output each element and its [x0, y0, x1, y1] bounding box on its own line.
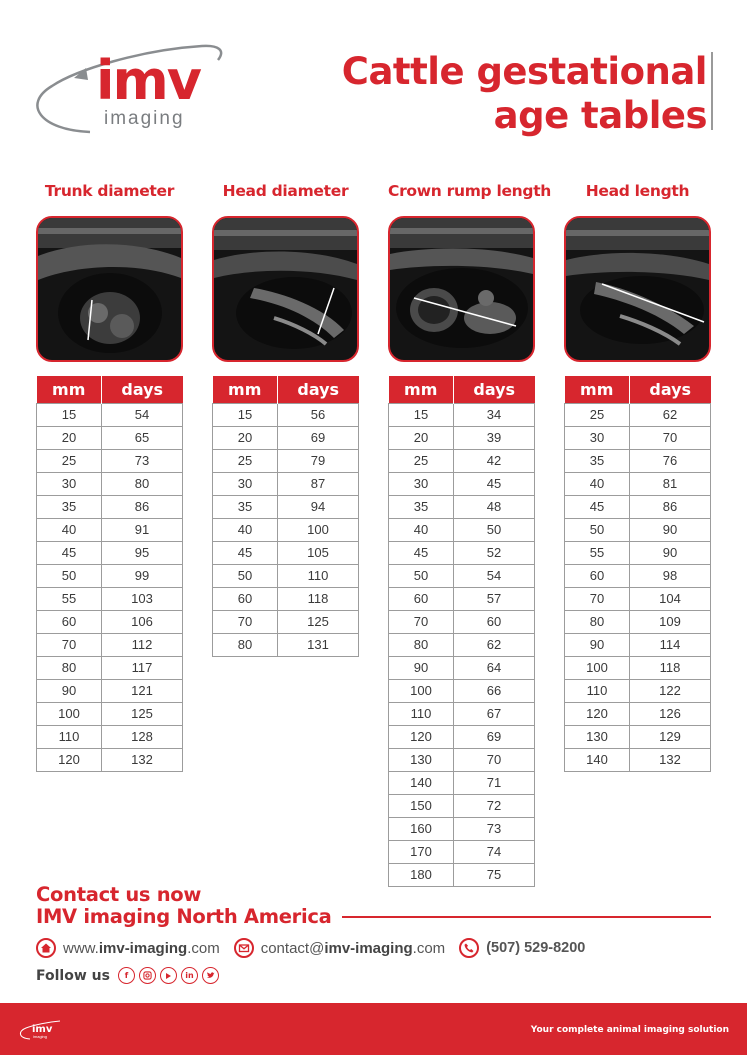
cell-mm: 120	[37, 748, 102, 771]
email-domain: imv-imaging	[324, 939, 413, 957]
table-row	[389, 863, 535, 886]
cell-mm: 100	[37, 702, 102, 725]
table-row	[389, 633, 535, 656]
email-icon	[234, 938, 254, 958]
table-row	[37, 449, 183, 472]
column-title: Head diameter	[222, 182, 349, 200]
cell-days: 71	[453, 771, 534, 794]
cell-mm: 110	[565, 679, 630, 702]
table-row	[389, 449, 535, 472]
ultrasound-scan-icon	[38, 218, 181, 360]
cell-days: 132	[629, 748, 710, 771]
cell-days: 122	[629, 679, 710, 702]
cell-mm: 80	[37, 656, 102, 679]
cell-days: 62	[629, 403, 710, 426]
column-title: Trunk diameter	[44, 182, 175, 200]
cell-days: 70	[453, 748, 534, 771]
cell-days: 66	[453, 679, 534, 702]
head-diameter-column	[212, 182, 359, 657]
cell-days: 86	[101, 495, 182, 518]
table-row	[389, 840, 535, 863]
table-row	[37, 679, 183, 702]
cell-mm: 90	[389, 656, 454, 679]
home-icon	[36, 938, 56, 958]
crown-rump-length-table	[388, 376, 535, 887]
youtube-icon[interactable]	[160, 967, 177, 984]
table-row	[389, 518, 535, 541]
table-row	[37, 587, 183, 610]
page-title	[342, 50, 707, 138]
ultrasound-scan-icon	[566, 218, 709, 360]
cell-days: 129	[629, 725, 710, 748]
cell-days: 60	[453, 610, 534, 633]
header-days: days	[453, 376, 534, 403]
table-row	[213, 610, 359, 633]
logo-subtext: imaging	[104, 108, 185, 129]
cell-mm: 45	[37, 541, 102, 564]
cell-days: 42	[453, 449, 534, 472]
table-row	[37, 495, 183, 518]
table-row	[213, 633, 359, 656]
table-row	[565, 725, 711, 748]
cell-mm: 25	[213, 449, 278, 472]
cell-mm: 20	[37, 426, 102, 449]
table-row	[565, 449, 711, 472]
cell-days: 64	[453, 656, 534, 679]
cell-mm: 35	[37, 495, 102, 518]
cell-mm: 130	[389, 748, 454, 771]
email-suffix: .com	[412, 939, 446, 957]
cell-mm: 45	[389, 541, 454, 564]
title-line-1: Cattle gestational	[341, 50, 707, 93]
follow-us-row	[36, 967, 223, 984]
table-row	[389, 817, 535, 840]
cell-mm: 60	[37, 610, 102, 633]
ultrasound-image-head-diameter	[212, 216, 359, 362]
cell-mm: 55	[37, 587, 102, 610]
cell-mm: 15	[389, 403, 454, 426]
cell-mm: 20	[213, 426, 278, 449]
head-diameter-table	[212, 376, 359, 657]
cell-mm: 80	[565, 610, 630, 633]
table-row	[37, 633, 183, 656]
cell-mm: 45	[213, 541, 278, 564]
table-row	[565, 679, 711, 702]
cell-mm: 70	[389, 610, 454, 633]
follow-us-label: Follow us	[36, 967, 110, 984]
table-row	[389, 495, 535, 518]
cell-mm: 40	[389, 518, 454, 541]
table-row	[389, 403, 535, 426]
svg-text:imv: imv	[32, 1024, 53, 1035]
table-row	[565, 518, 711, 541]
table-row	[565, 564, 711, 587]
cell-mm: 40	[565, 472, 630, 495]
header-days: days	[629, 376, 710, 403]
cell-days: 98	[629, 564, 710, 587]
table-row	[565, 495, 711, 518]
cell-days: 94	[277, 495, 358, 518]
trunk-diameter-column	[36, 182, 183, 772]
cell-days: 106	[101, 610, 182, 633]
contact-divider	[342, 916, 711, 918]
table-row	[565, 541, 711, 564]
cell-days: 39	[453, 426, 534, 449]
contact-heading-line-2: IMV imaging North America	[36, 905, 332, 928]
twitter-icon[interactable]	[202, 967, 219, 984]
footer-logo-icon	[18, 1019, 64, 1041]
header-mm: mm	[565, 376, 630, 403]
cell-days: 90	[629, 541, 710, 564]
cell-mm: 40	[213, 518, 278, 541]
table-row	[37, 702, 183, 725]
table-row	[37, 564, 183, 587]
table-row	[565, 472, 711, 495]
table-row	[389, 472, 535, 495]
cell-mm: 100	[565, 656, 630, 679]
cell-days: 131	[277, 633, 358, 656]
table-row	[565, 748, 711, 771]
cell-mm: 140	[565, 748, 630, 771]
cell-mm: 120	[565, 702, 630, 725]
table-row	[565, 702, 711, 725]
cell-days: 103	[101, 587, 182, 610]
cell-days: 125	[277, 610, 358, 633]
cell-mm: 70	[213, 610, 278, 633]
table-row	[565, 426, 711, 449]
logo-wordmark: imv	[96, 49, 200, 112]
cell-mm: 140	[389, 771, 454, 794]
cell-days: 54	[101, 403, 182, 426]
cell-days: 99	[101, 564, 182, 587]
phone-icon	[459, 938, 479, 958]
cell-days: 117	[101, 656, 182, 679]
table-row	[213, 564, 359, 587]
title-line-2: age tables	[493, 94, 707, 137]
table-row	[565, 656, 711, 679]
website-domain: imv-imaging	[98, 939, 188, 957]
cell-days: 95	[101, 541, 182, 564]
cell-mm: 60	[389, 587, 454, 610]
linkedin-icon[interactable]: in	[181, 967, 198, 984]
cell-mm: 180	[389, 863, 454, 886]
cell-mm: 30	[389, 472, 454, 495]
ultrasound-image-trunk	[36, 216, 183, 362]
table-row	[213, 495, 359, 518]
table-row	[213, 403, 359, 426]
cell-mm: 110	[37, 725, 102, 748]
column-title: Crown rump length	[388, 182, 552, 200]
table-row	[213, 426, 359, 449]
table-row	[37, 426, 183, 449]
cell-days: 72	[453, 794, 534, 817]
cell-days: 57	[453, 587, 534, 610]
table-row	[37, 656, 183, 679]
cell-mm: 80	[213, 633, 278, 656]
cell-days: 126	[629, 702, 710, 725]
cell-mm: 50	[213, 564, 278, 587]
cell-days: 110	[277, 564, 358, 587]
cell-mm: 60	[565, 564, 630, 587]
table-row	[213, 472, 359, 495]
ultrasound-scan-icon	[214, 218, 357, 360]
cell-days: 45	[453, 472, 534, 495]
cell-mm: 50	[37, 564, 102, 587]
cell-mm: 35	[565, 449, 630, 472]
cell-mm: 30	[37, 472, 102, 495]
contact-info-row	[36, 938, 585, 958]
instagram-icon[interactable]	[139, 967, 156, 984]
table-row	[389, 426, 535, 449]
footer-logo	[18, 1019, 64, 1041]
cell-days: 109	[629, 610, 710, 633]
cell-mm: 35	[389, 495, 454, 518]
cell-mm: 170	[389, 840, 454, 863]
table-row	[37, 725, 183, 748]
cell-days: 86	[629, 495, 710, 518]
email-link[interactable]	[261, 940, 445, 957]
cell-days: 70	[629, 426, 710, 449]
cell-mm: 20	[389, 426, 454, 449]
cell-mm: 25	[389, 449, 454, 472]
cell-days: 125	[101, 702, 182, 725]
cell-mm: 100	[389, 679, 454, 702]
cell-mm: 30	[565, 426, 630, 449]
cell-days: 132	[101, 748, 182, 771]
table-row	[37, 610, 183, 633]
table-row	[565, 610, 711, 633]
cell-days: 87	[277, 472, 358, 495]
cell-days: 73	[101, 449, 182, 472]
footer-bar	[0, 1003, 747, 1055]
cell-mm: 45	[565, 495, 630, 518]
contact-heading	[36, 884, 331, 928]
table-row	[37, 403, 183, 426]
cell-mm: 35	[213, 495, 278, 518]
table-row	[389, 771, 535, 794]
cell-mm: 90	[37, 679, 102, 702]
cell-mm: 30	[213, 472, 278, 495]
table-row	[565, 403, 711, 426]
cell-mm: 150	[389, 794, 454, 817]
cell-mm: 70	[37, 633, 102, 656]
table-row	[213, 449, 359, 472]
table-row	[213, 518, 359, 541]
website-link[interactable]	[63, 940, 220, 957]
table-row	[389, 564, 535, 587]
cell-mm: 80	[389, 633, 454, 656]
cell-days: 104	[629, 587, 710, 610]
imv-logo	[30, 38, 230, 138]
cell-mm: 120	[389, 725, 454, 748]
trunk-diameter-table	[36, 376, 183, 772]
svg-text:imaging: imaging	[33, 1034, 48, 1039]
cell-days: 75	[453, 863, 534, 886]
header-days: days	[101, 376, 182, 403]
table-row	[37, 518, 183, 541]
cell-days: 91	[101, 518, 182, 541]
table-row	[37, 472, 183, 495]
table-row	[389, 610, 535, 633]
cell-days: 73	[453, 817, 534, 840]
table-row	[389, 656, 535, 679]
cell-days: 34	[453, 403, 534, 426]
header-mm: mm	[213, 376, 278, 403]
cell-days: 81	[629, 472, 710, 495]
cell-days: 118	[277, 587, 358, 610]
cell-days: 128	[101, 725, 182, 748]
cell-days: 65	[101, 426, 182, 449]
cell-days: 90	[629, 518, 710, 541]
cell-days: 69	[277, 426, 358, 449]
crown-rump-length-column	[388, 182, 552, 887]
cell-mm: 25	[565, 403, 630, 426]
cell-mm: 90	[565, 633, 630, 656]
table-row	[389, 748, 535, 771]
table-row	[389, 587, 535, 610]
cell-mm: 70	[565, 587, 630, 610]
table-row	[389, 541, 535, 564]
cell-days: 62	[453, 633, 534, 656]
cell-days: 118	[629, 656, 710, 679]
email-prefix: contact@	[260, 939, 325, 957]
cell-days: 56	[277, 403, 358, 426]
cell-days: 52	[453, 541, 534, 564]
cell-mm: 160	[389, 817, 454, 840]
cell-days: 69	[453, 725, 534, 748]
website-suffix: .com	[187, 939, 220, 957]
header-mm: mm	[37, 376, 102, 403]
cell-mm: 25	[37, 449, 102, 472]
table-row	[565, 587, 711, 610]
cell-days: 76	[629, 449, 710, 472]
cell-mm: 40	[37, 518, 102, 541]
head-length-table	[564, 376, 711, 772]
header-mm: mm	[389, 376, 454, 403]
cell-days: 121	[101, 679, 182, 702]
head-length-column	[564, 182, 711, 772]
cell-mm: 50	[565, 518, 630, 541]
table-row	[565, 633, 711, 656]
cell-mm: 15	[213, 403, 278, 426]
cell-days: 100	[277, 518, 358, 541]
cell-mm: 50	[389, 564, 454, 587]
cell-days: 112	[101, 633, 182, 656]
contact-heading-line-1: Contact us now	[36, 883, 202, 906]
cell-days: 79	[277, 449, 358, 472]
table-row	[37, 541, 183, 564]
cell-days: 54	[453, 564, 534, 587]
footer-tagline: Your complete animal imaging solution	[530, 1025, 729, 1035]
phone-number[interactable]: (507) 529-8200	[486, 940, 586, 956]
ultrasound-image-head-length	[564, 216, 711, 362]
cell-mm: 130	[565, 725, 630, 748]
table-row	[389, 679, 535, 702]
table-row	[213, 587, 359, 610]
cell-days: 114	[629, 633, 710, 656]
column-title: Head length	[585, 182, 690, 200]
cell-days: 80	[101, 472, 182, 495]
cell-mm: 15	[37, 403, 102, 426]
table-row	[389, 725, 535, 748]
cell-days: 74	[453, 840, 534, 863]
header-days: days	[277, 376, 358, 403]
cell-days: 48	[453, 495, 534, 518]
table-row	[213, 541, 359, 564]
cell-mm: 110	[389, 702, 454, 725]
table-row	[389, 702, 535, 725]
website-prefix: www.	[63, 939, 99, 957]
cell-days: 50	[453, 518, 534, 541]
ultrasound-scan-icon	[390, 218, 533, 360]
cell-days: 67	[453, 702, 534, 725]
title-divider	[711, 52, 713, 130]
facebook-icon[interactable]: f	[118, 967, 135, 984]
cell-mm: 55	[565, 541, 630, 564]
cell-mm: 60	[213, 587, 278, 610]
cell-days: 105	[277, 541, 358, 564]
ultrasound-image-crown-rump	[388, 216, 535, 362]
table-row	[389, 794, 535, 817]
table-row	[37, 748, 183, 771]
